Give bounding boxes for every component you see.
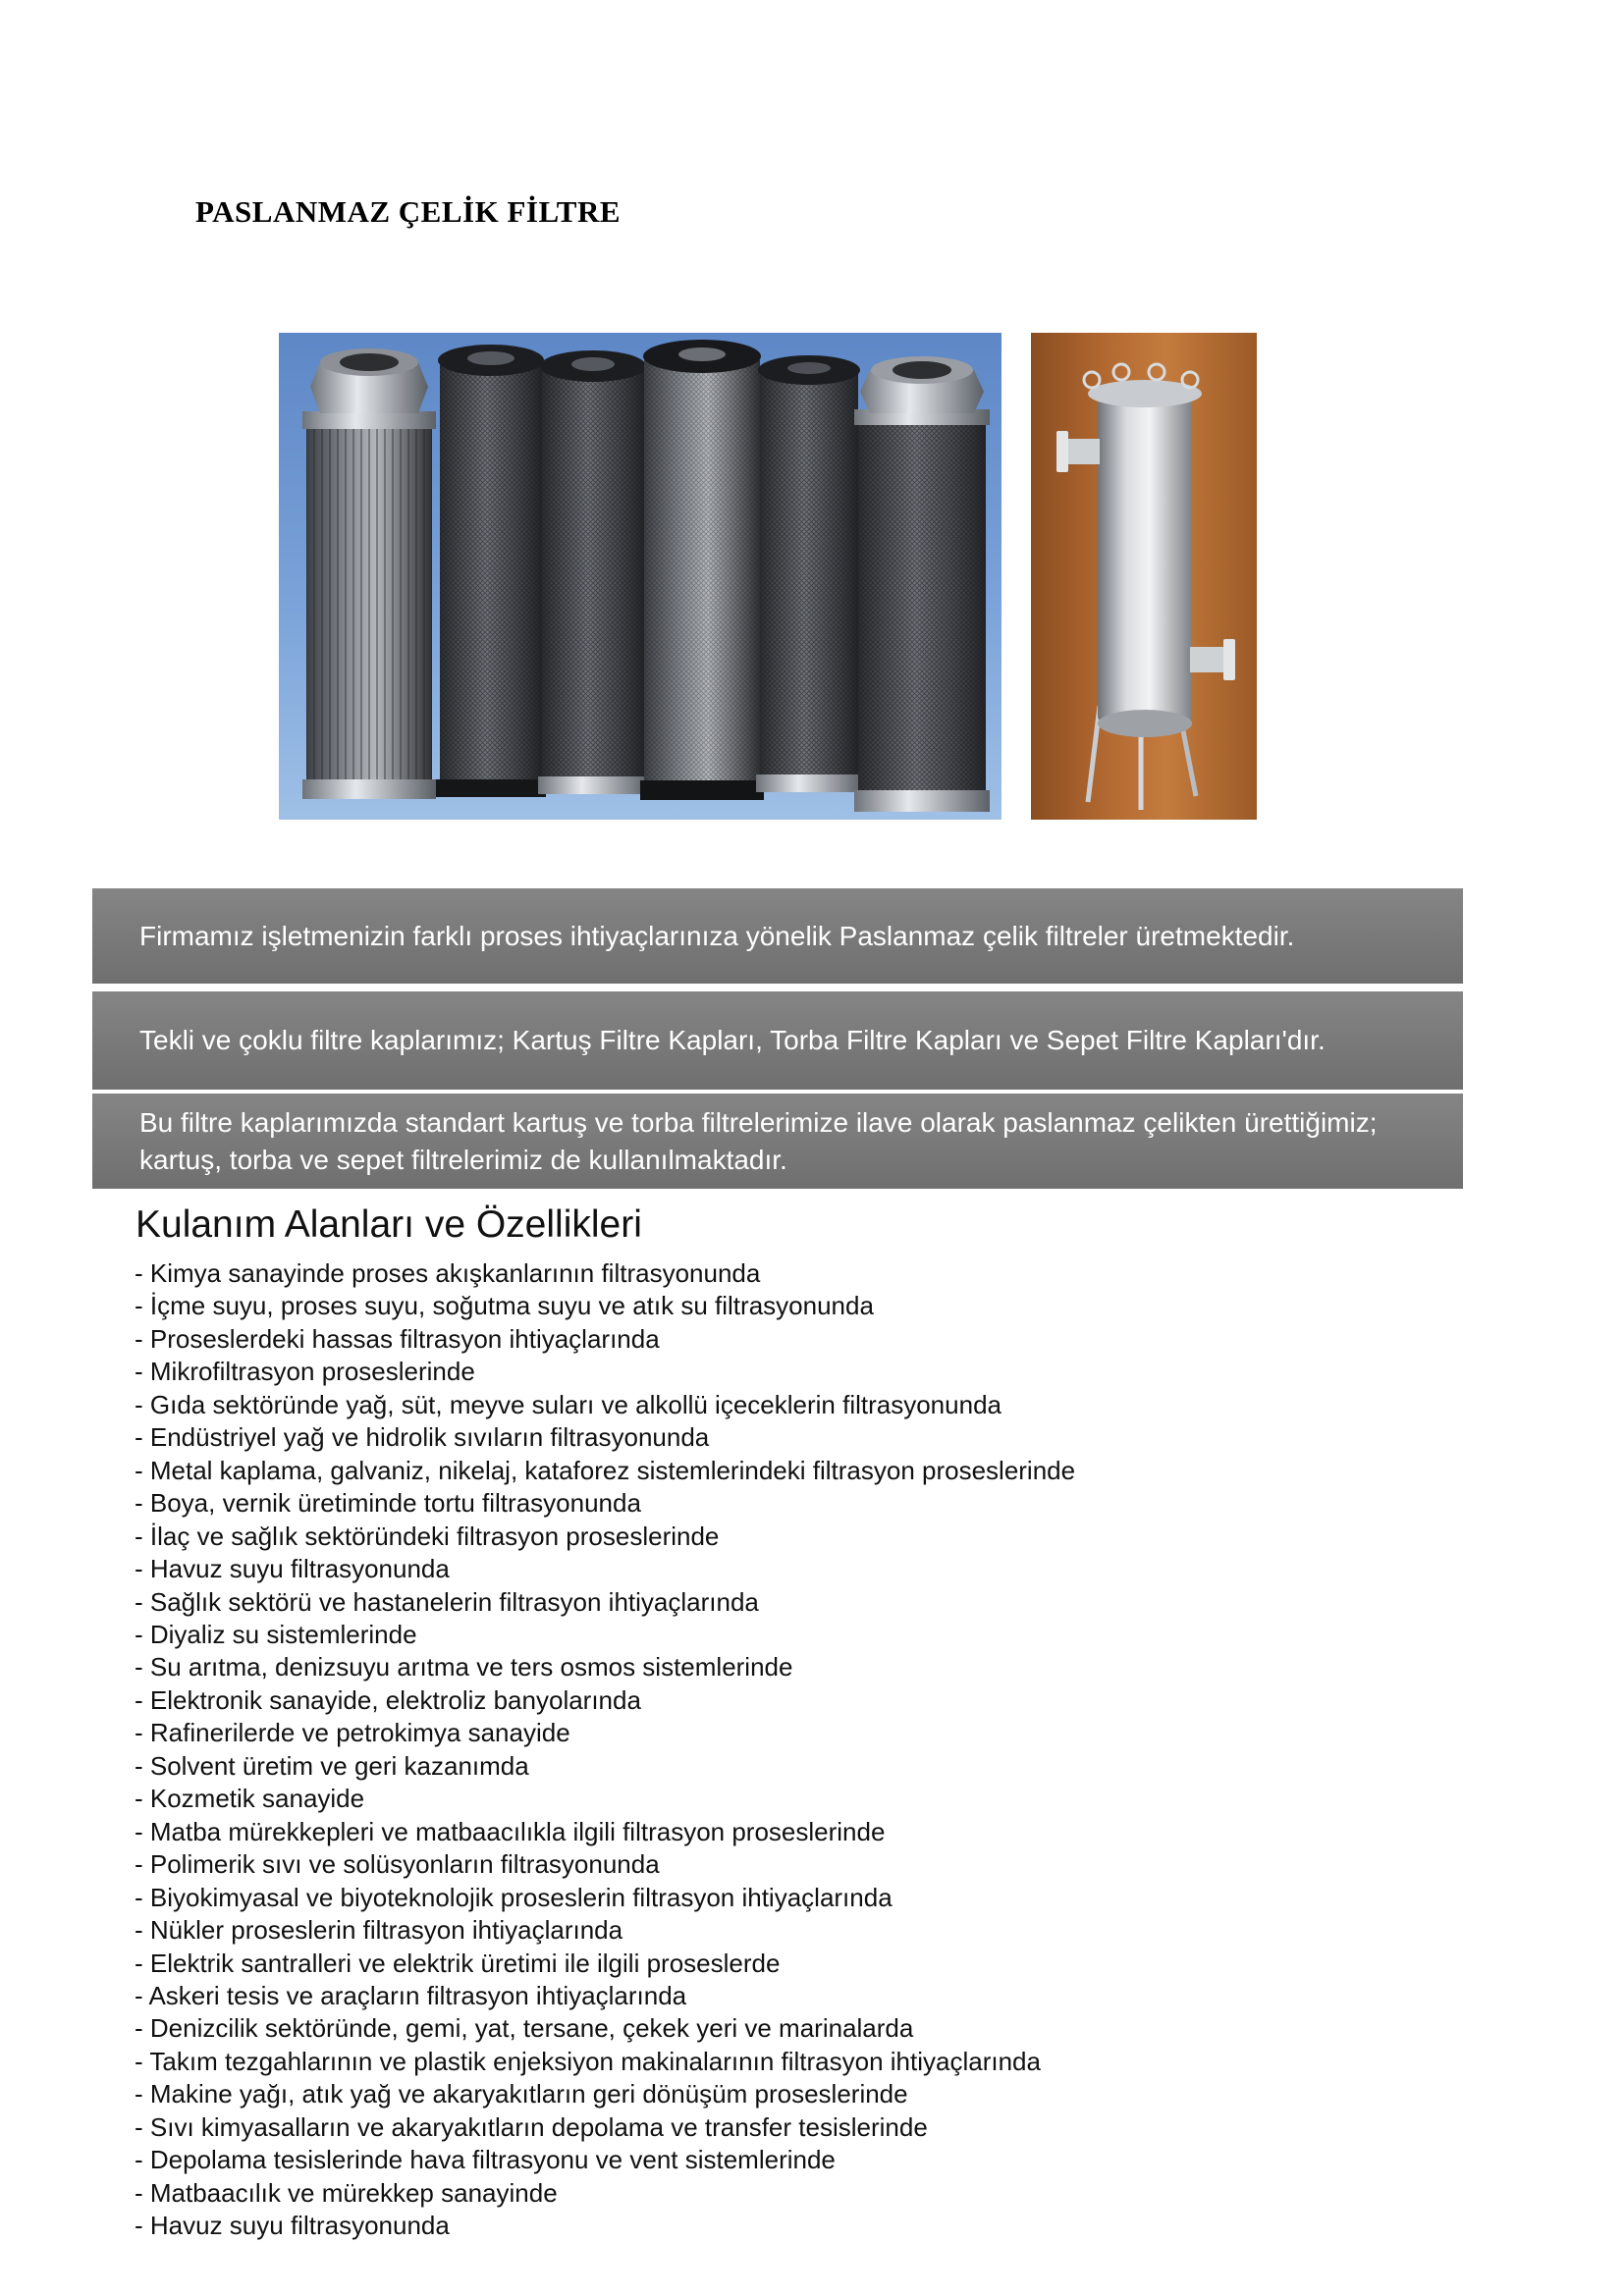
list-item: - Matba mürekkepleri ve matbaacılıkla ilgili filtrasyon proseslerinde <box>135 1816 886 1846</box>
list-item: - Askeri tesis ve araçların filtrasyon ihtiyaçlarında <box>135 1980 687 2010</box>
mesh-cartridge-with-nut <box>854 356 990 812</box>
usage-section-heading: Kulanım Alanları ve Özellikleri <box>135 1203 642 1246</box>
list-item: - Denizcilik sektöründe, gemi, yat, tersane, çekek yeri ve marinalarda <box>135 2013 914 2044</box>
cartridges-illustration <box>279 333 1001 820</box>
mesh-cartridge-3 <box>538 350 648 794</box>
list-item: - Kozmetik sanayide <box>135 1784 365 1814</box>
list-item: - Metal kaplama, galvaniz, nikelaj, kataforez sistemlerindeki filtrasyon proseslerinde <box>135 1455 1076 1485</box>
list-item: - Sıvı kimyasalların ve akaryakıtların depolama ve transfer tesislerinde <box>135 2111 928 2142</box>
list-item: - Nükler proseslerin filtrasyon ihtiyaçlarında <box>135 1915 623 1946</box>
list-item: - Elektronik sanayide, elektroliz banyolarında <box>135 1684 641 1715</box>
list-item: - Boya, vernik üretiminde tortu filtrasyonunda <box>135 1488 641 1519</box>
mesh-cartridge-5 <box>756 355 862 792</box>
list-item: - Endüstriyel yağ ve hidrolik sıvıların filtrasyonunda <box>135 1422 710 1453</box>
pleated-cartridge-with-nut <box>302 348 436 799</box>
list-item: - Matbaacılık ve mürekkep sanayinde <box>135 2177 558 2208</box>
list-item: - Havuz suyu filtrasyonunda <box>135 1554 450 1584</box>
list-item: - Proseslerdeki hassas filtrasyon ihtiyaçlarında <box>135 1323 660 1354</box>
list-item: - Rafinerilerde ve petrokimya sanayide <box>135 1718 570 1748</box>
list-item: - Diyaliz su sistemlerinde <box>135 1619 417 1649</box>
document-title: PASLANMAZ ÇELİK FİLTRE <box>195 194 622 229</box>
list-item: - Solvent üretim ve geri kazanımda <box>135 1750 529 1781</box>
list-item: - Mikrofiltrasyon proseslerinde <box>135 1357 475 1387</box>
list-item: - İçme suyu, proses suyu, soğutma suyu ve atık su filtrasyonunda <box>135 1291 874 1321</box>
info-banner-housings: Tekli ve çoklu filtre kaplarımız; Kartuş Filtre Kapları, Torba Filtre Kapları ve Sepet Filtre Kapları'dır. <box>92 991 1463 1090</box>
stainless-steel-filter-cartridges-photo <box>279 333 1001 820</box>
list-item: - Su arıtma, denizsuyu arıtma ve ters osmos sistemlerinde <box>135 1652 793 1682</box>
list-item: - Havuz suyu filtrasyonunda <box>135 2211 450 2241</box>
list-item: - Polimerik sıvı ve solüsyonların filtrasyonunda <box>135 1849 660 1880</box>
list-item: - Gıda sektöründe yağ, süt, meyve suları ve alkollü içeceklerin filtrasyonunda <box>135 1389 1001 1419</box>
info-banner-filters: Bu filtre kaplarımızda standart kartuş ve torba filtrelerimize ilave olarak paslanmaz çelikten ürettiğimiz; kartuş, torba ve sepet filtrelerimiz de kullanılmaktadır. <box>92 1094 1463 1189</box>
usage-list <box>135 1257 1075 2243</box>
list-item: - Makine yağı, atık yağ ve akaryakıtların geri dönüşüm proseslerinde <box>135 2079 908 2109</box>
list-item: - Elektrik santralleri ve elektrik üretimi ile ilgili proseslerde <box>135 1948 781 1978</box>
list-item: - Biyokimyasal ve biyoteknolojik proseslerin filtrasyon ihtiyaçlarında <box>135 1882 893 1912</box>
list-item: - Kimya sanayinde proses akışkanlarının filtrasyonunda <box>135 1258 761 1288</box>
list-item: - Takım tezgahlarının ve plastik enjeksiyon makinalarının filtrasyon ihtiyaçlarında <box>135 2046 1041 2076</box>
housing-illustration <box>1031 333 1257 820</box>
list-item: - İlaç ve sağlık sektöründeki filtrasyon proseslerinde <box>135 1521 720 1551</box>
fine-mesh-cartridge <box>640 340 764 800</box>
stainless-steel-filter-housing-photo <box>1031 333 1257 820</box>
list-item: - Sağlık sektörü ve hastanelerin filtrasyon ihtiyaçlarında <box>135 1586 759 1617</box>
list-item: - Depolama tesislerinde hava filtrasyonu ve vent sistemlerinde <box>135 2145 836 2175</box>
info-banner-products: Firmamız işletmenizin farklı proses ihtiyaçlarınıza yönelik Paslanmaz çelik filtreler üretmektedir. <box>92 888 1463 984</box>
mesh-cartridge-2 <box>436 345 546 797</box>
